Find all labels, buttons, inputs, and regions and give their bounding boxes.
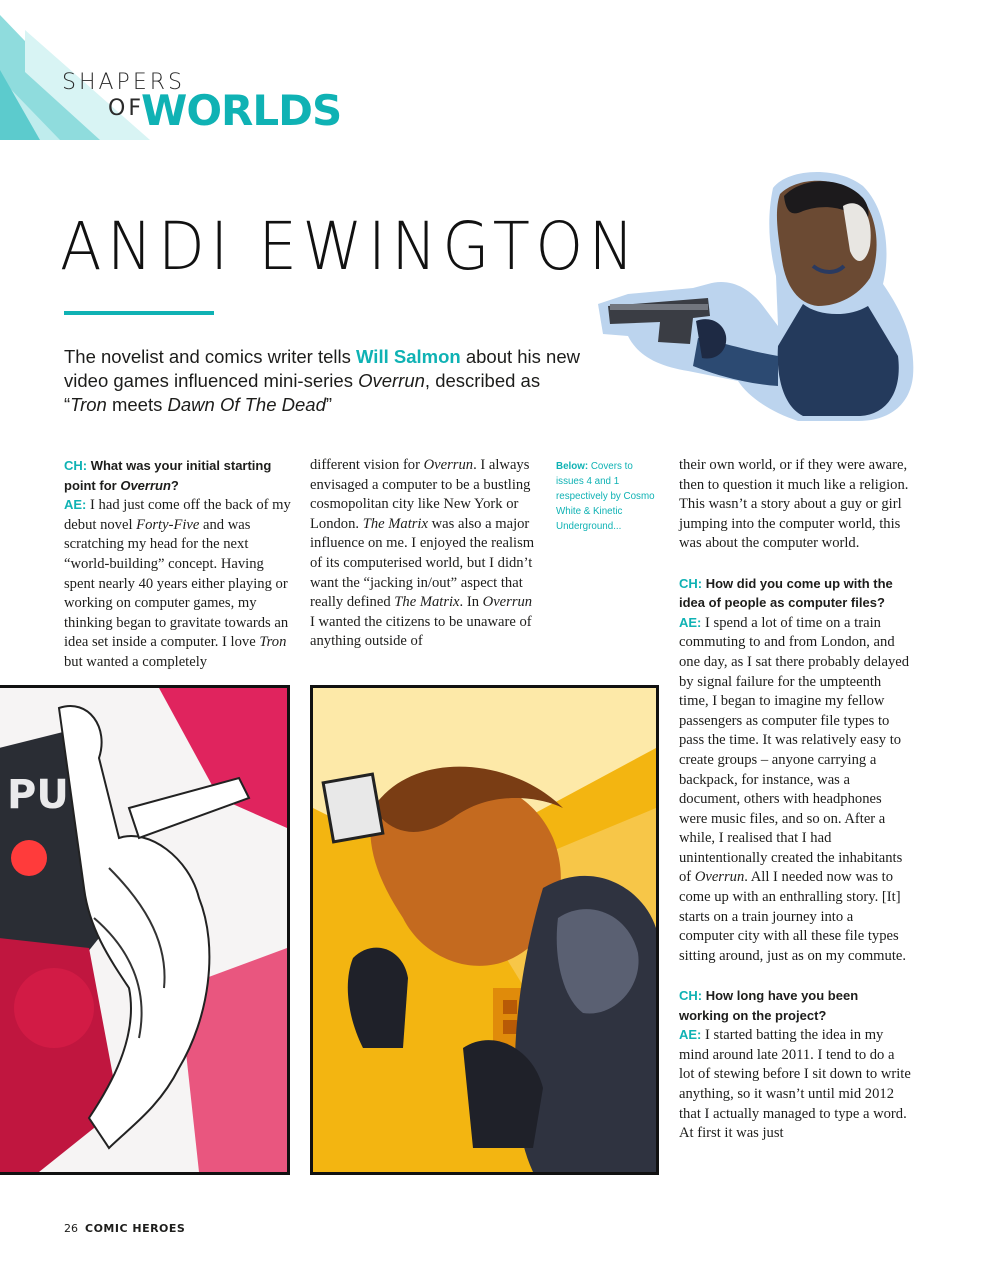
magazine-name: COMIC HEROES bbox=[85, 1222, 186, 1235]
page-number: 26 bbox=[64, 1222, 78, 1235]
body-column-1 bbox=[64, 456, 292, 673]
question-1: CH: What was your initial starting point for Overrun? bbox=[64, 458, 272, 493]
article-title: ANDI EWINGTON bbox=[60, 208, 640, 285]
image-caption: Below: Covers to issues 4 and 1 respectively by Cosmo White & Kinetic Underground... bbox=[556, 461, 655, 532]
svg-text:PU: PU bbox=[7, 772, 69, 818]
comic-cover-issue-1 bbox=[310, 685, 659, 1175]
section-label-prefix: OF bbox=[108, 96, 144, 121]
cover-art-2 bbox=[313, 688, 656, 1172]
answer-2: AE: I spend a lot of time on a train commuting to and from London, and one day, as I sat there probably delayed by signal failure for the umpteenth time, I began to imagine my fellow passengers as computer file types to pass the time. It was relatively easy to create groups – anyone carrying a backpack, for instance, was a document, others with headphones were music files, and so on. After a while, I realised that I had unintentionally created the inhabitants of Overrun. All I needed now was to come up with an enthralling story. [It] starts on a train journey into a computer city with all these file types sitting around, just as on my commute. bbox=[679, 614, 910, 964]
section-label-main: WORLDS bbox=[141, 86, 342, 135]
cover-art-1 bbox=[0, 688, 287, 1172]
body-column-4 bbox=[679, 456, 911, 1144]
author-name: Will Salmon bbox=[356, 346, 461, 367]
page-footer bbox=[64, 1222, 185, 1235]
comic-cover-issue-4 bbox=[0, 685, 290, 1175]
answer-3: AE: I started batting the idea in my mind around late 2011. I tend to do a lot of stewing before I sit down to write anything, so it wasn’t until mid 2012 that I actually managed to type a word. At first it was just bbox=[679, 1027, 911, 1142]
title-underline bbox=[64, 311, 214, 315]
body-column-2 bbox=[310, 456, 535, 652]
standfirst: The novelist and comics writer tells Will Salmon about his new video games influenced mini-series Overrun, described as “Tron meets Dawn Of The Dead” bbox=[64, 346, 580, 415]
section-label-line1: SHAPERS bbox=[62, 70, 185, 95]
answer-1: AE: I had just come off the back of my debut novel Forty-Five and was scratching my head for the next “world-building” concept. Having spent nearly 40 years either playing or working on computer games, my thinking began to gravitate towards an idea set inside a computer. I love Tron but wanted a completely bbox=[64, 497, 291, 670]
question-3: CH: How long have you been working on the project? bbox=[679, 988, 859, 1023]
character-illustration bbox=[598, 166, 918, 426]
answer-1-continued: different vision for Overrun. I always envisaged a computer to be a bustling cosmopolitan city like New York or London. The Matrix was also a major influence on me. I enjoyed the realism of its computerised world, but I didn’t want the “jacking in/out” aspect that really defined The Matrix. In Overrun I wanted the citizens to be unaware of anything outside of bbox=[310, 457, 535, 650]
question-2: CH: How did you come up with the idea of people as computer files? bbox=[679, 575, 893, 611]
answer-1-end: their own world, or if they were aware, then to question it much like a religion. This wasn’t a story about a guy or girl jumping into the computer world, this was about the computer world. bbox=[679, 457, 909, 552]
